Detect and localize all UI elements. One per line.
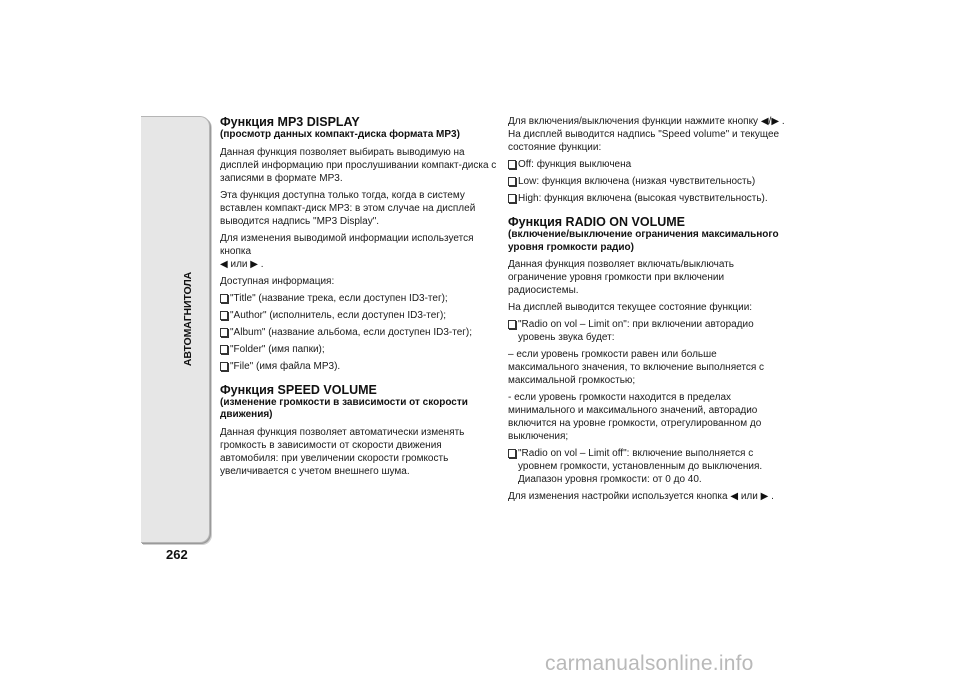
list-item: "Album" (название альбома, если доступен ID3-тег);	[220, 326, 500, 339]
left-column	[220, 115, 500, 482]
checkbox-bullet-icon	[220, 294, 228, 303]
arrow-left-icon: ◀	[760, 116, 769, 127]
watermark: carmanualsonline.info	[545, 652, 754, 675]
paragraph: Эта функция доступна только тогда, когда в систему вставлен компакт-диск MP3: в этом случае на дисплей выводится надпись "MP3 Display".	[220, 189, 476, 227]
arrow-right-icon: ▶	[760, 491, 769, 502]
mp3-display-subtitle: (просмотр данных компакт-диска формата MP3)	[220, 129, 460, 140]
paragraph: Данная функция позволяет включать/выключать ограничение уровня громкости при включении радиосистемы.	[508, 259, 734, 296]
mp3-display-title: Функция MP3 DISPLAY	[220, 115, 360, 129]
speed-volume-subtitle: (изменение громкости в зависимости от скорости движения)	[220, 396, 468, 420]
list-item: "Folder" (имя папки);	[220, 343, 500, 356]
paragraph: - если уровень громкости находится в пределах минимального и максимального значений, авторадио включится на уровне громкости, отрегулированном до выключения;	[508, 392, 762, 442]
right-column	[508, 115, 788, 507]
paragraph: Для изменения выводимой информации используется кнопка ◀ или ▶ .	[220, 232, 474, 270]
radio-on-volume-title: Функция RADIO ON VOLUME	[508, 215, 686, 229]
checkbox-bullet-icon	[508, 160, 516, 169]
section-label: АВТОМАГНИТОЛА	[182, 271, 194, 367]
page-number: 262	[166, 547, 188, 562]
list-item: "Radio on vol – Limit off": включение выполняется с уровнем громкости, установленным до выключения. Диапазон уровня громкости: от 0 до 40.	[508, 447, 788, 486]
paragraph: Для включения/выключения функции нажмите кнопку ◀/▶ .	[508, 116, 785, 127]
checkbox-bullet-icon	[220, 345, 228, 354]
speed-volume-title: Функция SPEED VOLUME	[220, 382, 377, 397]
list-item: "File" (имя файла MP3).	[220, 360, 500, 373]
list-item: "Radio on vol – Limit on": при включении авторадио уровень звука будет:	[508, 318, 788, 344]
checkbox-bullet-icon	[508, 177, 516, 186]
list-item: Low: функция включена (низкая чувствительность)	[508, 175, 788, 188]
paragraph: Данная функция позволяет выбирать выводимую на дисплей информацию при прослушивании компакт-диска с записями в формате MP3.	[220, 146, 497, 184]
arrow-left-icon: ◀	[220, 258, 228, 270]
list-item: "Author" (исполнитель, если доступен ID3-тег);	[220, 309, 500, 322]
checkbox-bullet-icon	[508, 449, 516, 458]
paragraph: Доступная информация:	[220, 275, 335, 287]
arrow-left-icon: ◀	[730, 491, 739, 502]
checkbox-bullet-icon	[508, 320, 516, 329]
side-tab	[141, 116, 210, 543]
checkbox-bullet-icon	[220, 328, 228, 337]
list-item: "Title" (название трека, если доступен ID3-тег);	[220, 292, 500, 305]
arrow-right-icon: ▶	[771, 116, 780, 127]
paragraph: Для изменения настройки используется кнопка ◀ или ▶ .	[508, 491, 774, 502]
arrow-right-icon: ▶	[250, 258, 258, 270]
checkbox-bullet-icon	[220, 362, 228, 371]
list-item: Off: функция выключена	[508, 158, 788, 171]
paragraph: Данная функция позволяет автоматически изменять громкость в зависимости от скорости движения автомобиля: при увеличении скорости громкость увеличивается с учетом внешнего шума.	[220, 426, 465, 477]
checkbox-bullet-icon	[508, 194, 516, 203]
checkbox-bullet-icon	[220, 311, 228, 320]
paragraph: На дисплей выводится надпись "Speed volume" и текущее состояние функции:	[508, 129, 780, 153]
paragraph: На дисплей выводится текущее состояние функции:	[508, 302, 753, 313]
paragraph: – если уровень громкости равен или больше максимального значения, то включение выполняется с максимальной громкостью;	[508, 349, 765, 386]
list-item: High: функция включена (высокая чувствительность).	[508, 192, 788, 205]
radio-on-volume-subtitle: (включение/выключение ограничения максимального уровня громкости радио)	[508, 229, 779, 253]
